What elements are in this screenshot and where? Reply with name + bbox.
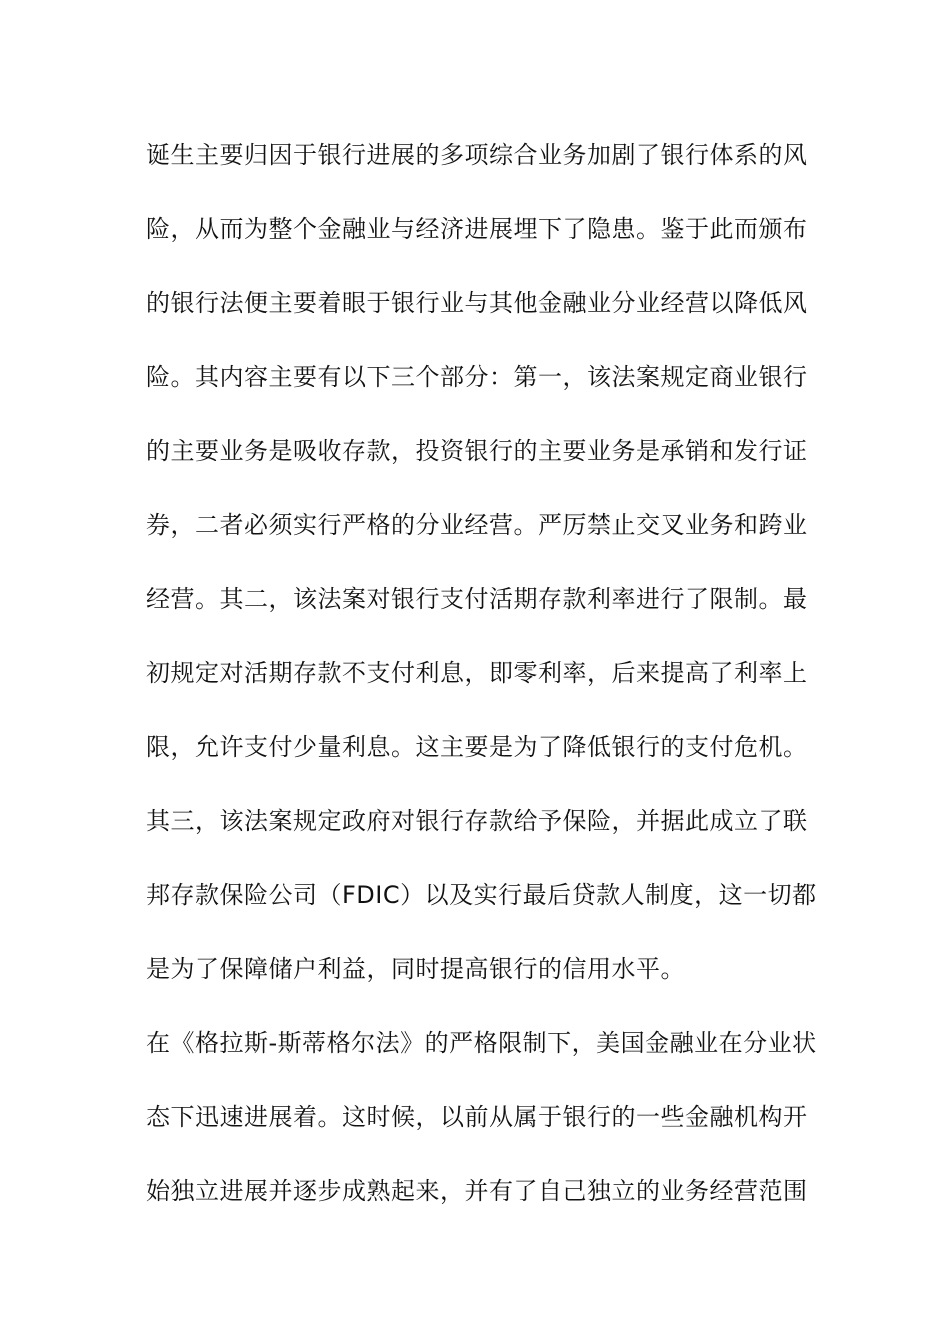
- text-line-14: 态下迅速进展着。这时候，以前从属于银行的一些金融机构开: [146, 1103, 808, 1131]
- document-body: [146, 128, 817, 1238]
- text-line-12: 是为了保障储户利益，同时提高银行的信用水平。: [146, 955, 685, 983]
- text-line-5: 的主要业务是吸收存款，投资银行的主要业务是承销和发行证: [146, 437, 808, 465]
- text-line-9: 限，允许支付少量利息。这主要是为了降低银行的支付危机。: [146, 733, 808, 761]
- text-line-1: 诞生主要归因于银行进展的多项综合业务加剧了银行体系的风: [146, 141, 808, 169]
- text-line-2: 险，从而为整个金融业与经济进展埋下了隐患。鉴于此而颁布: [146, 215, 808, 243]
- text-line-10: 其三，该法案规定政府对银行存款给予保险，并据此成立了联: [146, 807, 808, 835]
- text-line-4: 险。其内容主要有以下三个部分：第一，该法案规定商业银行: [146, 363, 808, 391]
- text-line-8: 初规定对活期存款不支付利息，即零利率，后来提高了利率上: [146, 659, 808, 687]
- text-line-3: 的银行法便主要着眼于银行业与其他金融业分业经营以降低风: [146, 289, 808, 317]
- text-line-11: 邦存款保险公司（FDIC）以及实行最后贷款人制度，这一切都: [146, 881, 817, 909]
- text-line-15: 始独立进展并逐步成熟起来，并有了自己独立的业务经营范围: [146, 1177, 808, 1205]
- text-line-13: 在《格拉斯-斯蒂格尔法》的严格限制下，美国金融业在分业状: [146, 1029, 817, 1057]
- text-line-7: 经营。其二，该法案对银行支付活期存款利率进行了限制。最: [146, 585, 808, 613]
- text-line-6: 券，二者必须实行严格的分业经营。严厉禁止交叉业务和跨业: [146, 511, 808, 539]
